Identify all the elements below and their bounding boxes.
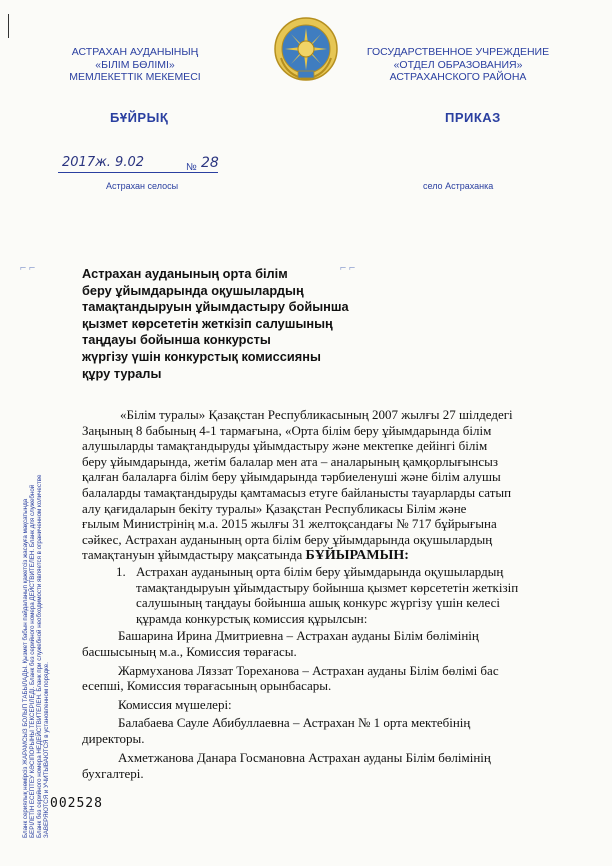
place-ru: село Астраханка <box>423 181 494 191</box>
header-left-line-3: МЕМЛЕКЕТТІК МЕКЕМЕСІ <box>69 71 201 83</box>
doc-type-kz: БҰЙРЫҚ <box>110 110 169 125</box>
subject-line-5: таңдауы бойынша конкурсты <box>82 332 271 348</box>
order-line <box>82 547 554 564</box>
subject-line-4: қызмет көрсететін жеткізіп салушының <box>82 315 333 331</box>
order-word: БҰЙЫРАМЫН: <box>305 548 409 564</box>
subject-line-6: жүргізу үшін конкурстық комиссияны <box>82 348 321 364</box>
state-emblem-icon <box>273 16 339 82</box>
member-2-line-1: Жармуханова Ляззат Тореханова – Астрахан ауданы Білім бөлімі бас <box>118 662 499 678</box>
number-handwritten: 28 <box>201 155 219 171</box>
preamble-line-1: «Білім туралы» Қазақстан Республикасының 2007 жылғы 27 шілдедегі <box>120 407 513 422</box>
header-right-line-1: ГОСУДАРСТВЕННОЕ УЧРЕЖДЕНИЕ <box>366 46 550 58</box>
preamble-line-7: алу қағидаларын бекіту туралы» Қазақстан Республикасы Білім және <box>82 500 467 516</box>
preamble-line-5: қалған балаларға білім беру ұйымдарында тәрбиеленуші және білім алушы <box>82 469 501 485</box>
member-4 <box>82 750 554 781</box>
header-left-line-2: «БІЛІМ БӨЛІМІ» <box>95 58 175 71</box>
member-1-line-1: Башарина Ирина Дмитриевна – Астрахан ауданы Білім бөлімінің <box>118 628 479 644</box>
header-right-line-2: «ОТДЕЛ ОБРАЗОВАНИЯ» <box>393 58 523 71</box>
member-3-line-2: директоры. <box>82 730 145 746</box>
item-1-line-4: құрамда конкурстық комиссия құрылсын: <box>136 610 368 626</box>
preamble-line-9: сәйкес, Астрахан ауданының орта білім беру ұйымдарында оқушылардың <box>82 531 493 547</box>
preamble-line-8: ғылым Министрінің м.а. 2015 жылғы 31 желтоқсандағы № 717 бұйрығына <box>82 516 497 532</box>
member-3 <box>82 715 554 746</box>
member-4-line-2: бухгалтері. <box>82 766 144 782</box>
member-2 <box>82 663 554 694</box>
preamble-line-4: беру ұйымдарында, жетім балалар мен ата – аналарының қамқорлығынсыз <box>82 453 498 469</box>
subject-line-2: беру ұйымдарында оқушылардың <box>82 282 304 298</box>
header-right-line-3: АСТРАХАНСКОГО РАЙОНА <box>389 71 527 83</box>
subject-line-7: құру туралы <box>82 365 162 381</box>
member-3-line-1: Балабаева Сауле Абибуллаевна – Астрахан № 1 орта мектебінің <box>118 715 471 731</box>
date-handwritten: 2017ж. 9.02 <box>62 155 145 170</box>
subject-line-3: тамақтандыруын ұйымдастыру бойынша <box>82 299 349 315</box>
member-1 <box>82 628 554 659</box>
member-4-line-1: Ахметжанова Данара Госмановна Астрахан ауданы Білім бөлімінің <box>118 750 491 766</box>
preamble-line-6: балаларды тамақтандыруды қамтамасыз етуге байланысты тауарларды сатып <box>82 484 512 500</box>
place-kz: Астрахан селосы <box>106 181 179 191</box>
item-1-line-1: Астрахан ауданының орта білім беру ұйымдарында оқушылардың <box>136 563 504 579</box>
header-left-line-1: АСТРАХАН АУДАНЫНЫҢ <box>71 46 199 58</box>
document-body <box>82 407 554 782</box>
item-1-number: 1. <box>116 563 126 579</box>
members-heading <box>82 697 554 713</box>
item-1-line-2: тамақтандыруын ұйымдастыру бойынша қызмет көрсететін жеткізіп <box>136 579 519 595</box>
sidebar-line-2: БЕРІЛЕТІН ЕСЕПТЕУ КӘСІПОРЫНЫ ТЕКСЕРІЛЕДІ. Бланк без серийного номера ДЕЙСТВИТЕЛЕН. Бланк для служебной <box>29 484 36 838</box>
member-1-line-2: басшысының м.а., Комиссия төрағасы. <box>82 643 297 659</box>
number-label: № <box>186 162 197 173</box>
serial-number: 002528 <box>50 796 103 811</box>
preamble-line-3: алушыларды тамақтандыруды ұйымдастыру және мектепке дейінгі білім <box>82 438 488 454</box>
subject-line-1: Астрахан ауданының орта білім <box>82 266 288 281</box>
order-line-text: тамақтануын ұйымдастыру мақсатында <box>82 547 303 563</box>
corner-mark <box>8 14 9 38</box>
item-1 <box>82 564 554 626</box>
corner-bracket-right: ⌐ ⌐ <box>340 262 356 274</box>
sidebar-line-1: Бланк сериялық нөмірсіз ЖАРАМСЫЗ БОЛЫП ТАБЫЛАДЫ. Қызмет бабын пайдаланып қажетсіз жасауға мақсатында <box>22 498 29 838</box>
member-2-line-2: есепші, Комиссия төрағасының орынбасары. <box>82 678 332 694</box>
subject-block <box>82 266 362 382</box>
sidebar-line-4: ЗАВЕРЯЮТСЯ и УЧИТЫВАЮТСЯ в установленном порядке. <box>43 662 50 838</box>
corner-bracket-left: ⌐ ⌐ <box>20 262 36 274</box>
item-1-line-3: салушының таңдауы бойынша ашық конкурс жүргізу үшін келесі <box>136 595 500 611</box>
members-heading-text: Комиссия мүшелері: <box>118 696 232 712</box>
sidebar-line-3: Бланк без серийного номера НЕДЕЙСТВИТЕЛЕН. Бланк при служебной необходимости является в ограниченном количестве <box>36 474 43 838</box>
header-left-block <box>56 46 214 84</box>
doc-type-ru: ПРИКАЗ <box>445 110 501 125</box>
preamble-line-2: Заңының 8 бабының 4-1 тармағына, «Орта білім беру ұйымдарында білім <box>82 422 492 438</box>
header-right-block <box>360 46 556 84</box>
